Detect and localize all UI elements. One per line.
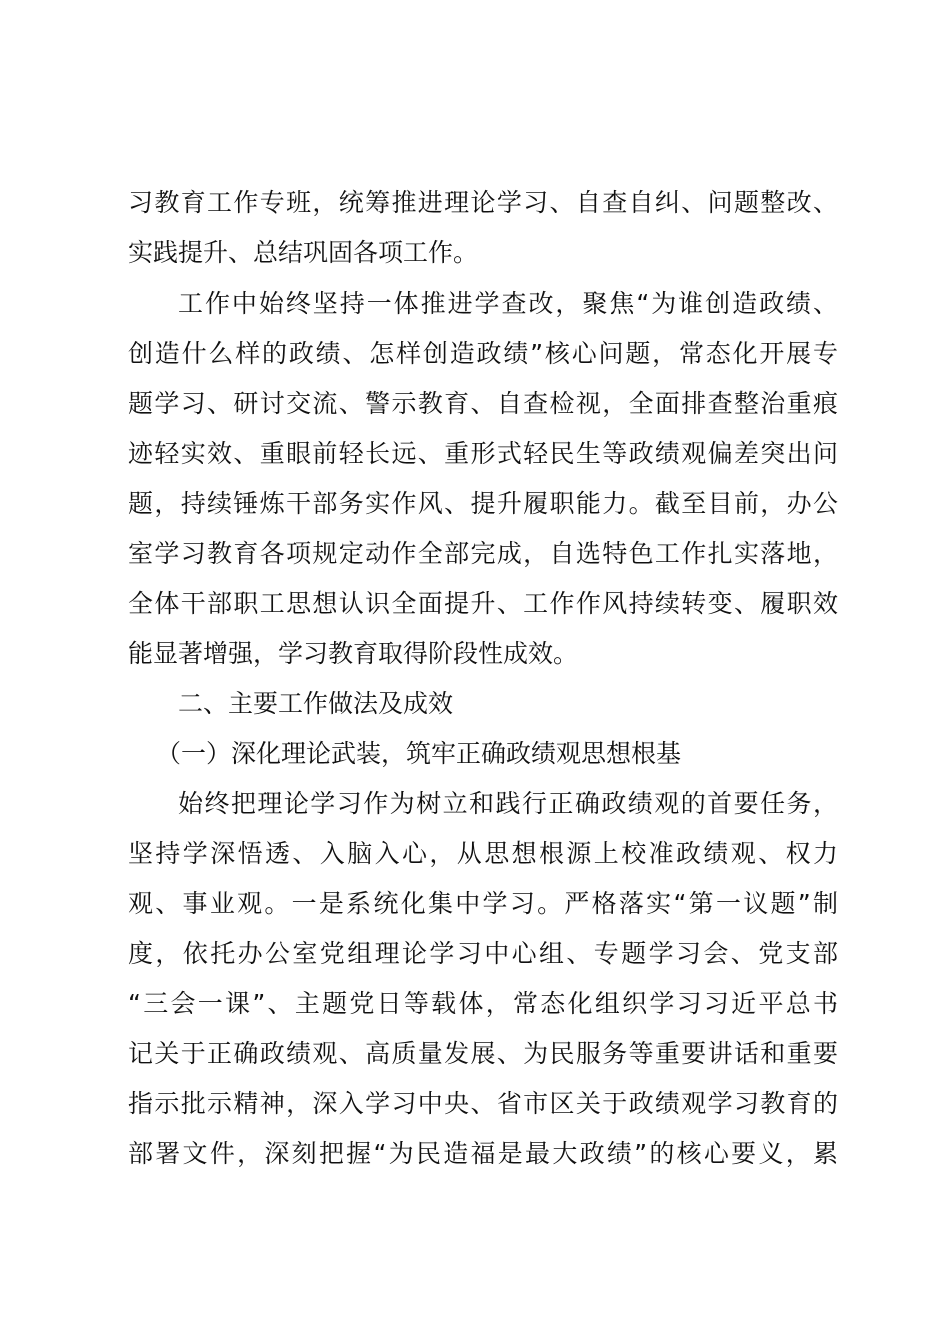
body-text-line: 迹轻实效、重眼前轻长远、重形式轻民生等政绩观偏差突出问 [128, 439, 838, 468]
body-text-line: 指示批示精神，深入学习中央、省市区关于政绩观学习教育的 [128, 1089, 838, 1118]
body-text-line: 观、事业观。一是系统化集中学习。严格落实“第一议题”制 [128, 889, 838, 918]
section-heading: 二、主要工作做法及成效 [178, 689, 454, 718]
body-text-line: 题，持续锤炼干部务实作风、提升履职能力。截至目前，办公 [128, 489, 838, 518]
body-text-line: 习教育工作专班，统筹推进理论学习、自查自纠、问题整改、 [128, 188, 838, 217]
body-text-line: “三会一课”、主题党日等载体，常态化组织学习习近平总书 [128, 989, 838, 1018]
body-text-line: 室学习教育各项规定动作全部完成，自选特色工作扎实落地， [128, 539, 838, 568]
body-text-line: 创造什么样的政绩、怎样创造政绩”核心问题，常态化开展专 [128, 339, 838, 368]
body-text-line: 始终把理论学习作为树立和践行正确政绩观的首要任务， [178, 789, 838, 818]
subsection-heading: （一）深化理论武装，筑牢正确政绩观思想根基 [156, 739, 682, 768]
body-text-line: 部署文件，深刻把握“为民造福是最大政绩”的核心要义，累 [128, 1139, 838, 1168]
body-text-line: 工作中始终坚持一体推进学查改，聚焦“为谁创造政绩、 [178, 289, 838, 318]
body-text-line: 题学习、研讨交流、警示教育、自查检视，全面排查整治重痕 [128, 389, 838, 418]
body-text-line: 能显著增强，学习教育取得阶段性成效。 [128, 639, 579, 668]
body-text-line: 度，依托办公室党组理论学习中心组、专题学习会、党支部 [128, 939, 838, 968]
body-text-line: 坚持学深悟透、入脑入心，从思想根源上校准政绩观、权力 [128, 839, 838, 868]
body-text-line: 全体干部职工思想认识全面提升、工作作风持续转变、履职效 [128, 589, 838, 618]
body-text-line: 记关于正确政绩观、高质量发展、为民服务等重要讲话和重要 [128, 1039, 838, 1068]
body-text-line: 实践提升、总结巩固各项工作。 [128, 238, 479, 267]
